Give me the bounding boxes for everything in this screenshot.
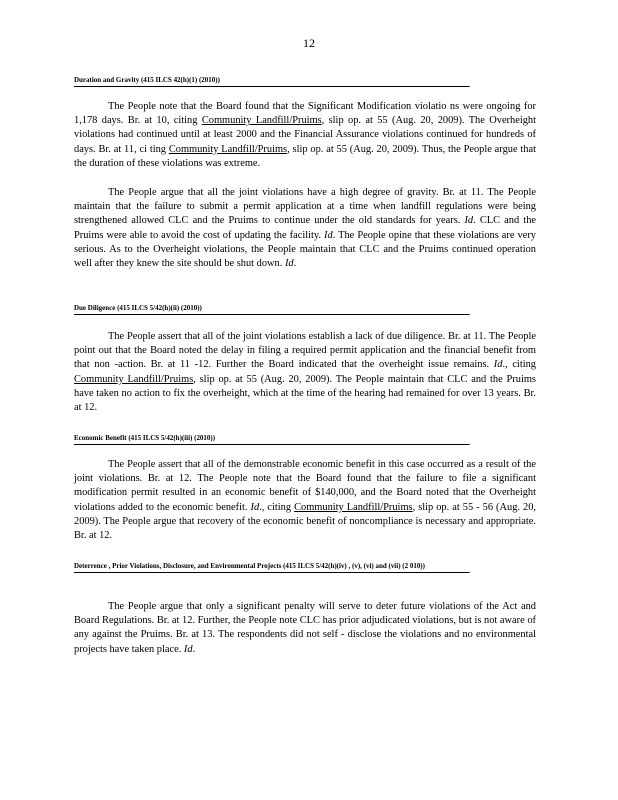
paragraph [74,186,536,271]
id-citation: Id [250,501,260,513]
page-number: 12 [303,36,315,50]
text-run: , slip op. at 55 (Aug. 20, 2009). The People maintain that CLC and the Pruims have taken no action to fix the overheight, which at the time of the hearing had remained for over 13 years. Br. at 12. [74,373,536,414]
id-citation: Id [464,215,474,227]
paragraph [74,330,536,415]
case-citation: Community Landfill/Pruims [201,115,322,127]
text-run: , slip op. at 55 (Aug. 20, 2009). Thus, the People argue that the duration of these violations was extreme. [74,143,536,169]
text-run: , slip op. at 55 - 56 (Aug. 20, 2009). The People argue that recovery of the economic benefit of noncompliance is necessary and appropriate. Br. at 12. [74,501,537,542]
id-citation: Id [183,643,193,655]
text-run: . [293,258,297,270]
paragraph [74,100,536,171]
section-heading-economic-benefit: Economic Benefit (415 ILCS 5/42(h)(iii) (2010)) [74,432,470,445]
text-run: The People assert that all of the demonstrable economic benefit in this case occurred as a result of the joint violations. Br. at 12. The People note that the Board found that the failure to file a significant modification permit resulted in an economic benefit of $140,000, and the Board noted that the Overheight violations added to the economic benefit. [74,459,536,513]
section-heading-deterrence: Deterrence , Prior Violations, Disclosure, and Environmental Projects (415 ILCS 5/42(h)(iv) , (v), (vi) and (vii) (2 010)) [74,560,470,573]
id-citation: Id [324,229,333,241]
id-citation: Id [493,359,503,371]
paragraph [74,600,536,657]
section-heading-due-diligence: Due Diligence (415 ILCS 5/42(h)(ii) (2010)) [74,302,470,315]
text-run: . [192,643,196,655]
text-run: The People argue that all the joint violations have a high degree of gravity. Br. at 11. The People maintain that the failure to submit a permit application at a time when landfill regulations were being strengthened allowed CLC and the Pruims to continue under the old standards for years. [74,187,536,227]
text-run: The People note that the Board found that the Significant Modification violatio ns were ongoing for 1,178 days. Br. at 10, citing [74,101,536,127]
text-run: , slip op. at 55 (Aug. 20, 2009). The Overheight violations had continued until at least 2000 and the Financial Assurance violations continued for hundreds of days. Br. at 11, ci ting [74,115,536,155]
paragraph [74,458,536,543]
text-run: The People assert that all of the joint violations establish a lack of due diligence. Br. at 11. The People point out that the Board noted the delay in filing a required permit application and the financial benefit from that non -action. Br. at 11 -12. Further the Board indicated that the overheight issue remains. [74,331,536,371]
case-citation: Community Landfill/Pruims [168,143,288,155]
text-run: The People argue that only a significant penalty will serve to deter future violations of the Act and Board Regulations. Br. at 12. Further, the People note CLC has prior adjudicated violations, but is not aware of any against the Pruims. Br. at 13. The respondents did not self - disclose the violations and no environmental projects have taken place. [74,601,536,655]
text-run: . CLC and the Pruims were able to avoid the cost of updating the facility. [74,215,537,241]
text-run: ., citing [502,359,536,371]
section-heading-duration-gravity: Duration and Gravity (415 ILCS 42(h)(1) (2010)) [74,74,470,87]
case-citation: Community Landfill/Pruims [74,373,194,385]
case-citation: Community Landfill/Pruims [294,501,413,513]
text-run: . The People opine that these violations are very serious. As to the Overheight violations, the People maintain that CLC and the Pruims continued operation well after they knew the site should be shut down. [74,229,536,270]
text-run: ., citing [259,501,295,513]
id-citation: Id [284,258,294,270]
